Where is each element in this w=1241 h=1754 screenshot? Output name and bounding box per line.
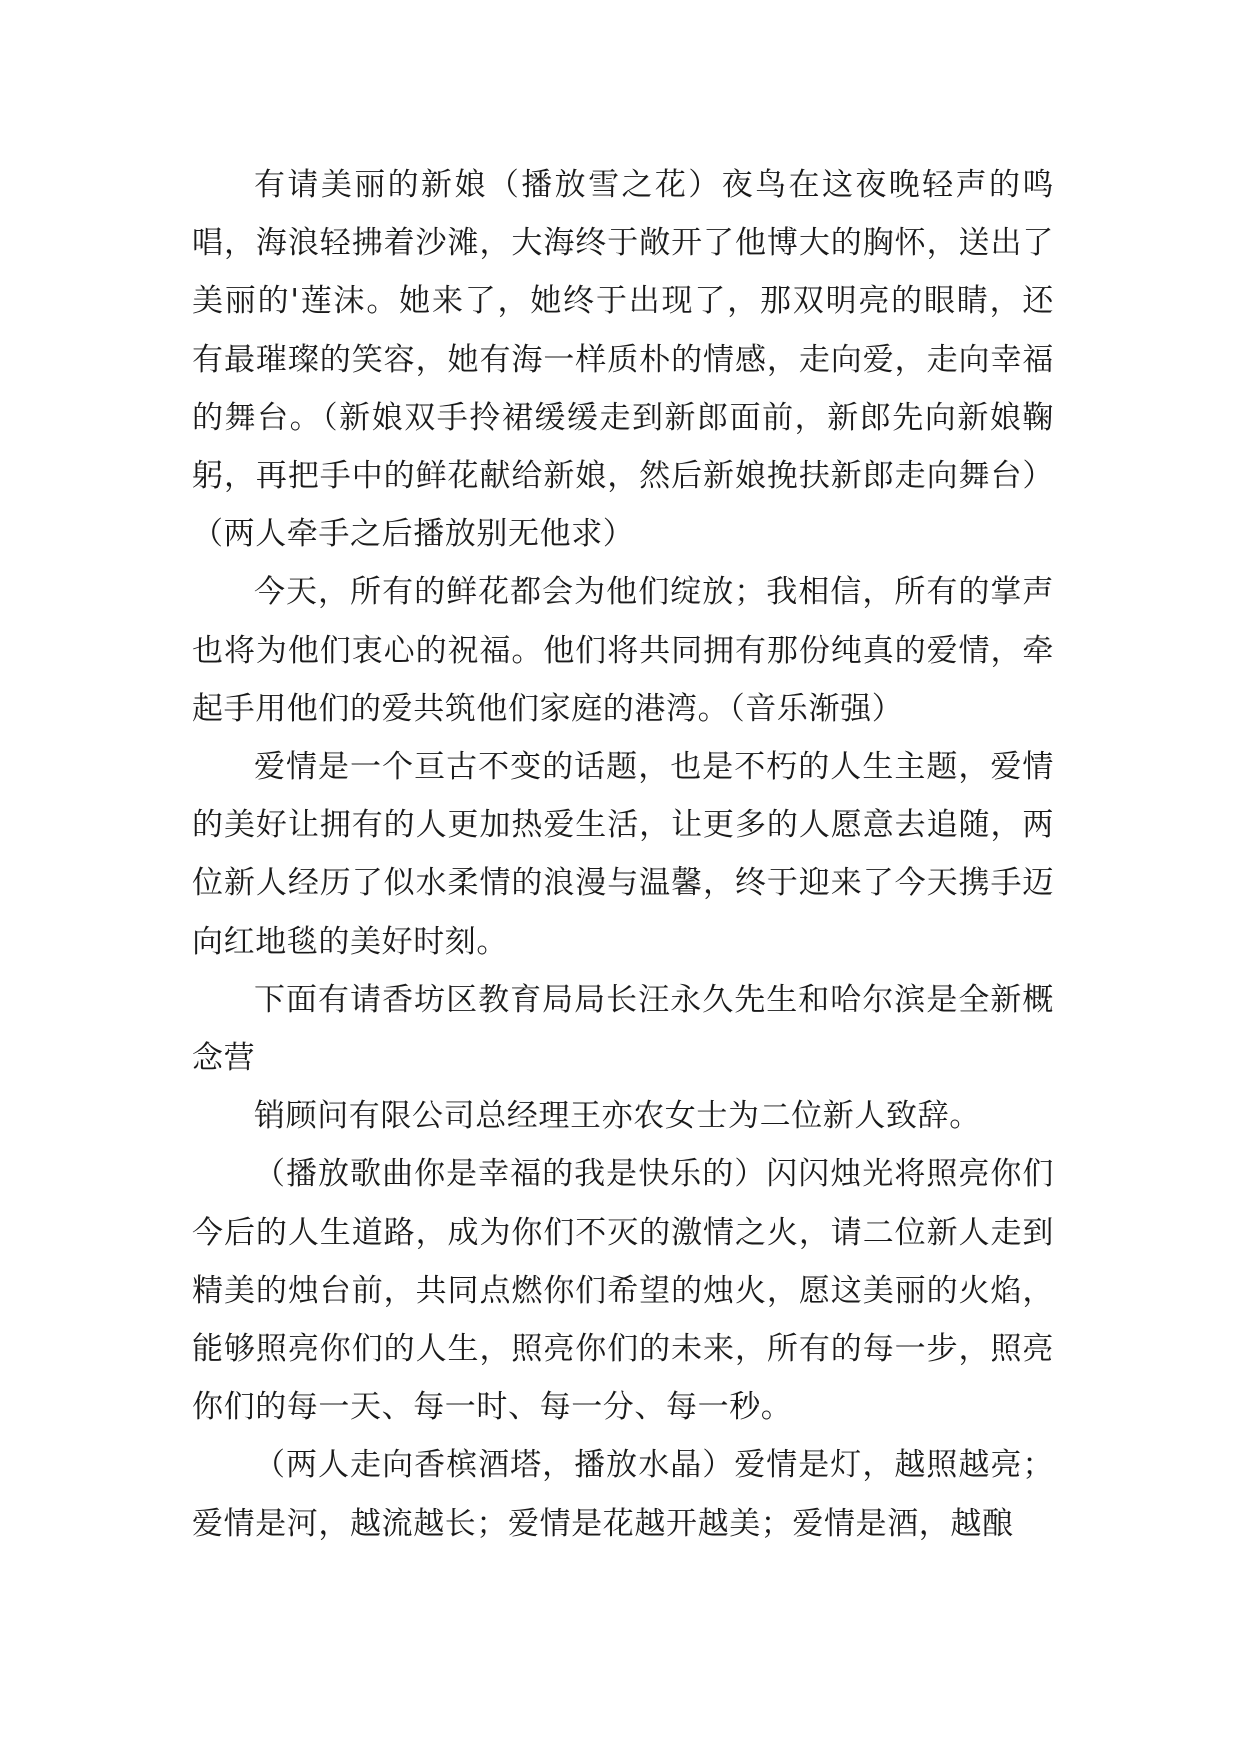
paragraph-speaker-intro: 下面有请香坊区教育局局长汪永久先生和哈尔滨是全新概念营	[192, 981, 1054, 1077]
paragraph-flowers-blessing: 今天，所有的鲜花都会为他们绽放；我相信，所有的掌声也将为他们衷心的祝福。他们将共同拥有那份纯真的爱情，牵起手用他们的爱共筑他们家庭的港湾。（音乐渐强）	[192, 574, 1054, 727]
paragraph-bride-entrance: 有请美丽的新娘（播放雪之花）夜鸟在这夜晚轻声的鸣唱，海浪轻拂着沙滩，大海终于敞开了他博大的胸怀，送出了美丽的'莲沫。她来了，她终于出现了，那双明亮的眼睛，还有最璀璨的笑容，她有海一样质朴的情感，走向爱，走向幸福的舞台。（新娘双手拎裙缓缓走到新郎面前，新郎先向新娘鞠躬，再把手中的鲜花献给新娘，然后新娘挽扶新郎走向舞台）（两人牵手之后播放别无他求）	[192, 167, 1054, 553]
paragraph-love-theme: 爱情是一个亘古不变的话题，也是不朽的人生主题，爱情的美好让拥有的人更加热爱生活，让更多的人愿意去追随，两位新人经历了似水柔情的浪漫与温馨，终于迎来了今天携手迈向红地毯的美好时刻。	[192, 749, 1054, 960]
document-body	[192, 156, 1054, 1553]
paragraph-speaker-intro-continued: 销顾问有限公司总经理王亦农女士为二位新人致辞。	[254, 1098, 981, 1135]
paragraph-candle-lighting: （播放歌曲你是幸福的我是快乐的）闪闪烛光将照亮你们今后的人生道路，成为你们不灭的激情之火，请二位新人走到精美的烛台前，共同点燃你们希望的烛火，愿这美丽的火焰，能够照亮你们的人生，照亮你们的未来，所有的每一步，照亮你们的每一天、每一时、每一分、每一秒。	[192, 1156, 1054, 1426]
paragraph-champagne-tower: （两人走向香槟酒塔，播放水晶）爱情是灯，越照越亮；爱情是河，越流越长；爱情是花越开越美；爱情是酒，越酿	[192, 1447, 1054, 1542]
